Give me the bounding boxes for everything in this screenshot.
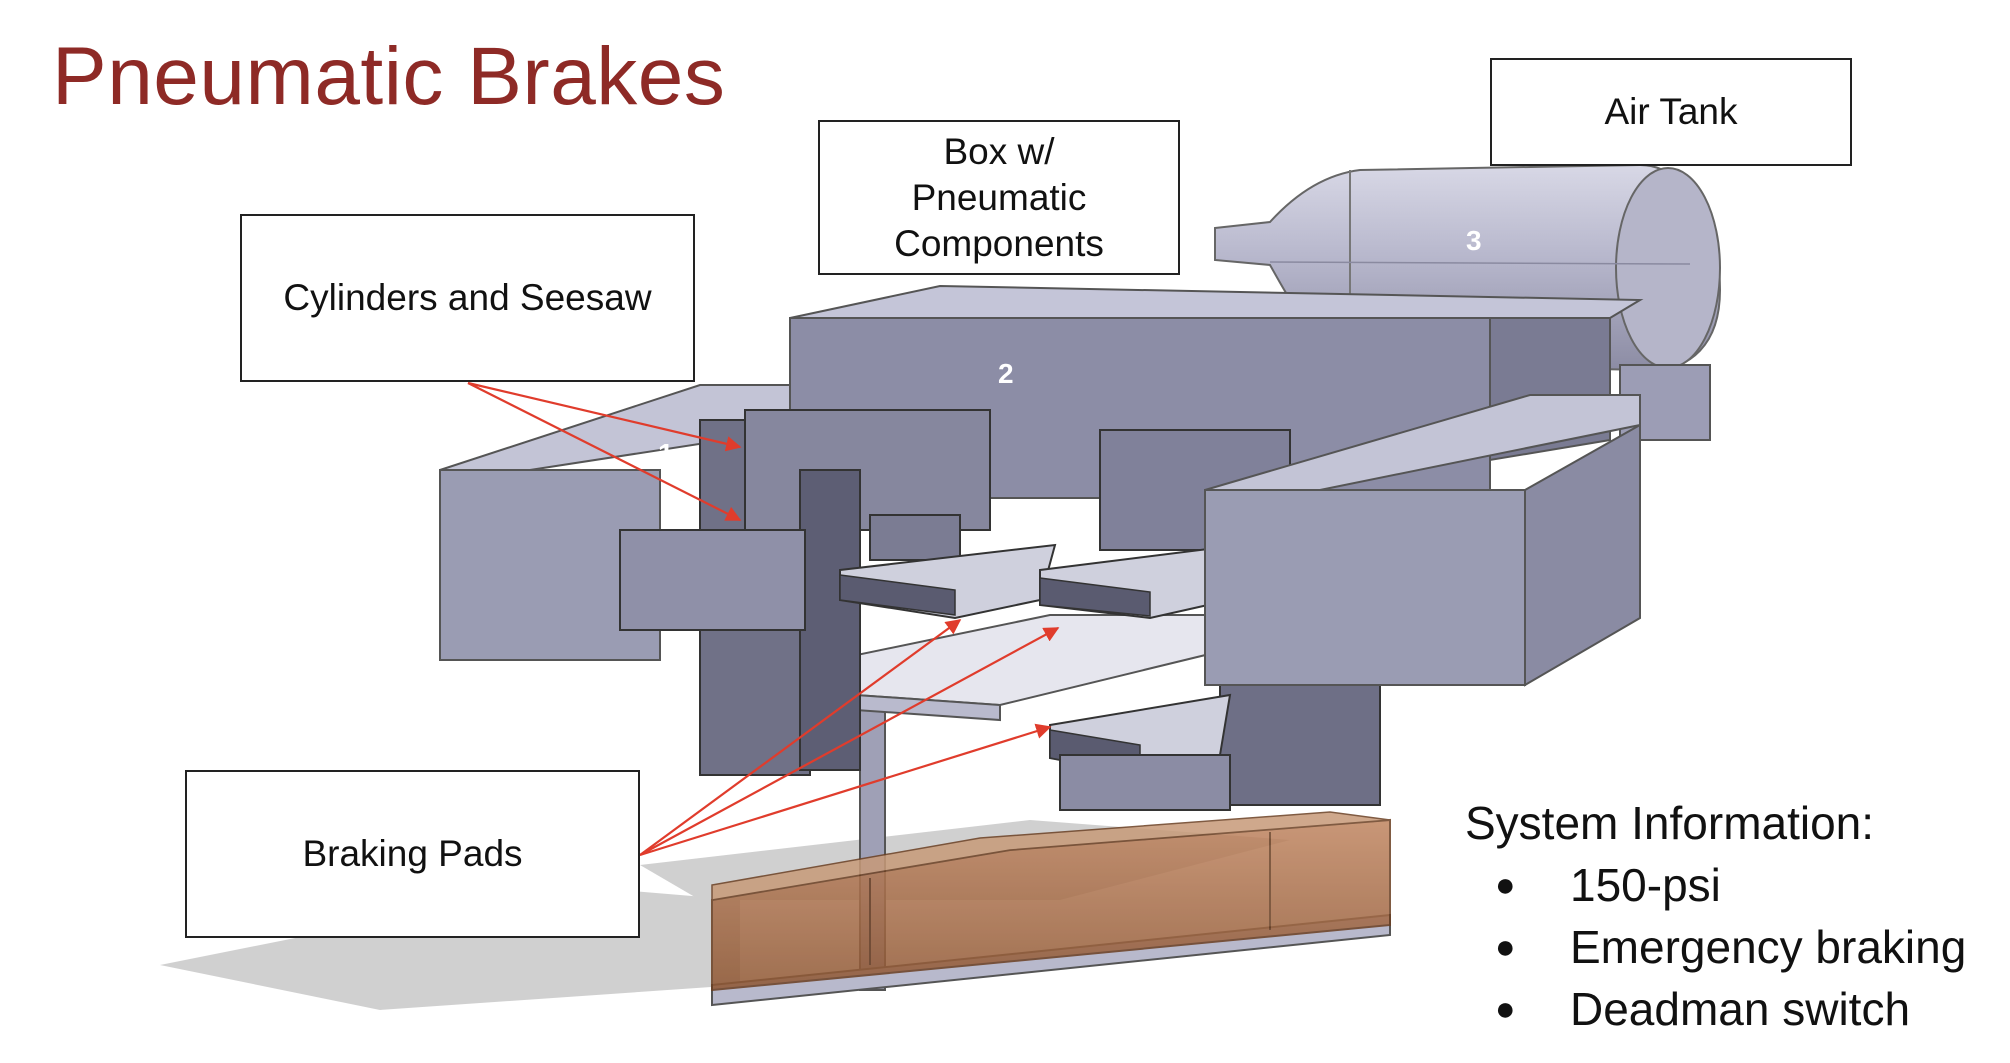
callout-pneumatic-box <box>818 120 1180 275</box>
system-info-item-text: 150-psi <box>1570 859 1721 911</box>
callout-cylinders <box>240 214 695 382</box>
callout-cylinders-label: Cylinders and Seesaw <box>283 277 652 318</box>
system-info-item <box>1465 916 1966 978</box>
callout-air-tank <box>1490 58 1852 166</box>
system-info-item-text: Emergency braking <box>1570 921 1967 973</box>
system-info-item <box>1465 978 1966 1040</box>
part-number-1: 1 <box>658 438 674 469</box>
callout-box-line1: Box w/ <box>943 130 1055 172</box>
part-number-3: 3 <box>1466 225 1482 256</box>
part-number-2: 2 <box>998 358 1014 389</box>
bullet-icon: ● <box>1495 928 1516 966</box>
system-info-item <box>1465 854 1966 916</box>
callout-box-line2: Pneumatic <box>911 176 1087 218</box>
bullet-icon: ● <box>1495 990 1516 1028</box>
system-info-list <box>1465 854 1966 1040</box>
callout-braking-pads <box>185 770 640 938</box>
page-title: Pneumatic Brakes <box>52 31 726 122</box>
system-info-item-text: Deadman switch <box>1570 983 1911 1035</box>
system-information <box>1465 792 1966 1040</box>
bullet-icon: ● <box>1495 866 1516 904</box>
system-info-heading: System Information: <box>1465 797 1875 849</box>
callout-braking-pads-label: Braking Pads <box>302 833 523 874</box>
callout-box-line3: Components <box>894 222 1104 264</box>
part-number-4: 4 <box>903 797 919 828</box>
callout-air-tank-label: Air Tank <box>1604 91 1738 132</box>
